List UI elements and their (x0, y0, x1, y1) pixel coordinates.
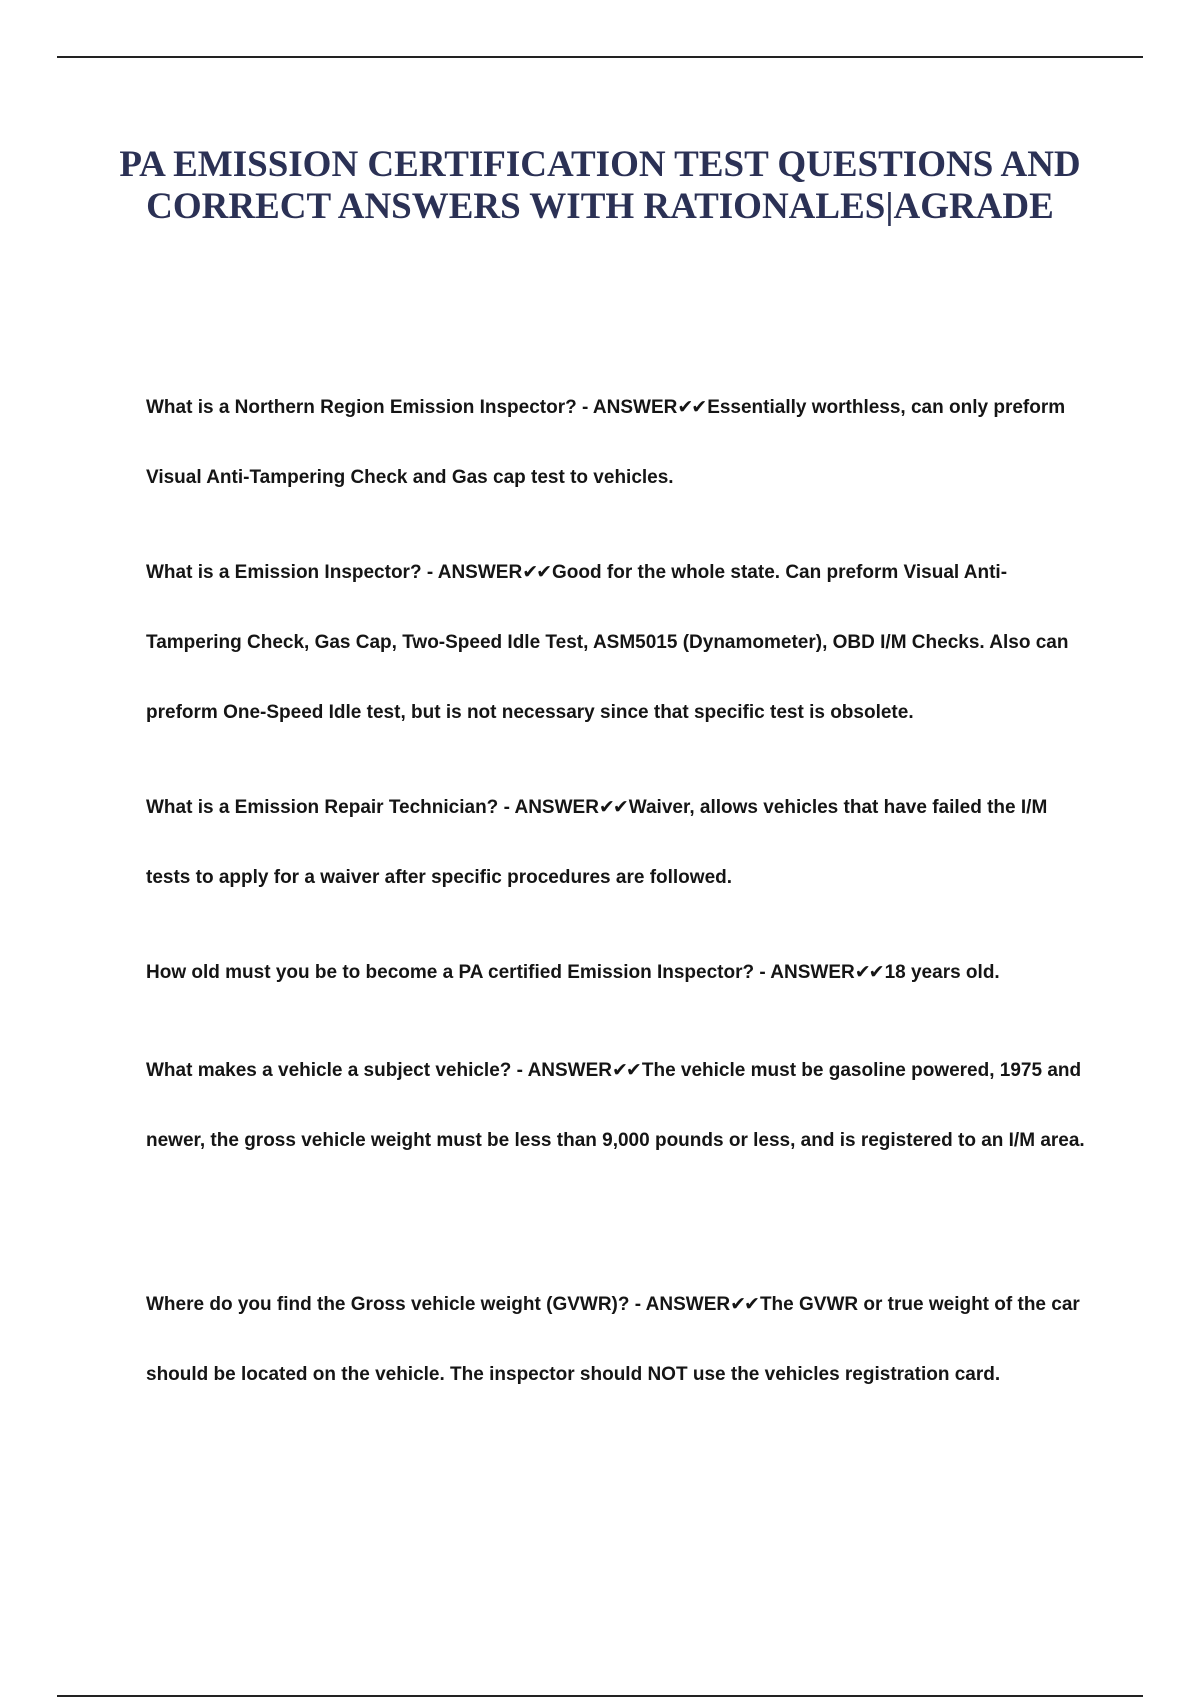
answer-text: The vehicle must be gasoline powered, 1975 and newer, the gross vehicle weight must be less than 9,000 pounds or less, and is registered to an I/M area. (146, 1060, 1085, 1151)
answer-check-icon: ✔✔ (522, 562, 551, 583)
question-text: What is a Emission Repair Technician? - ANSWER (146, 797, 599, 818)
question-text: Where do you find the Gross vehicle weight (GVWR)? - ANSWER (146, 1294, 731, 1315)
answer-check-icon: ✔✔ (677, 397, 706, 418)
top-rule (57, 56, 1143, 58)
question-text: What is a Northern Region Emission Inspector? - ANSWER (146, 397, 678, 418)
bottom-rule (57, 1695, 1143, 1697)
answer-text: Waiver, allows vehicles that have failed the I/M tests to apply for a waiver after specific procedures are followed. (146, 797, 1048, 888)
answer-check-icon: ✔✔ (598, 797, 627, 818)
question-text: What is a Emission Inspector? - ANSWER (146, 562, 523, 583)
answer-text: Essentially worthless, can only preform Visual Anti-Tampering Check and Gas cap test to vehicles. (146, 397, 1066, 488)
answer-check-icon: ✔✔ (854, 962, 883, 983)
answer-text: Good for the whole state. Can preform Visual Anti-Tampering Check, Gas Cap, Two-Speed Idle Test, ASM5015 (Dynamometer), OBD I/M Checks. Also can preform One-Speed Idle test, but is not necessary since that specific test is obsolete. (146, 562, 1069, 723)
qa-item (146, 1036, 1096, 1176)
qa-item (146, 538, 1096, 748)
qa-item (146, 373, 1096, 513)
question-text: How old must you be to become a PA certified Emission Inspector? - ANSWER (146, 962, 855, 983)
qa-item (146, 938, 1096, 1008)
question-text: What makes a vehicle a subject vehicle? - ANSWER (146, 1060, 613, 1081)
qa-item (146, 1270, 1096, 1410)
qa-item (146, 773, 1096, 913)
answer-text: The GVWR or true weight of the car should be located on the vehicle. The inspector should NOT use the vehicles registration card. (146, 1294, 1080, 1385)
answer-check-icon: ✔✔ (730, 1294, 758, 1315)
answer-check-icon: ✔✔ (612, 1060, 640, 1081)
document-title: PA EMISSION CERTIFICATION TEST QUESTIONS AND CORRECT ANSWERS WITH RATIONALES|AGRADE (119, 144, 1081, 227)
answer-text: 18 years old. (884, 962, 1000, 983)
